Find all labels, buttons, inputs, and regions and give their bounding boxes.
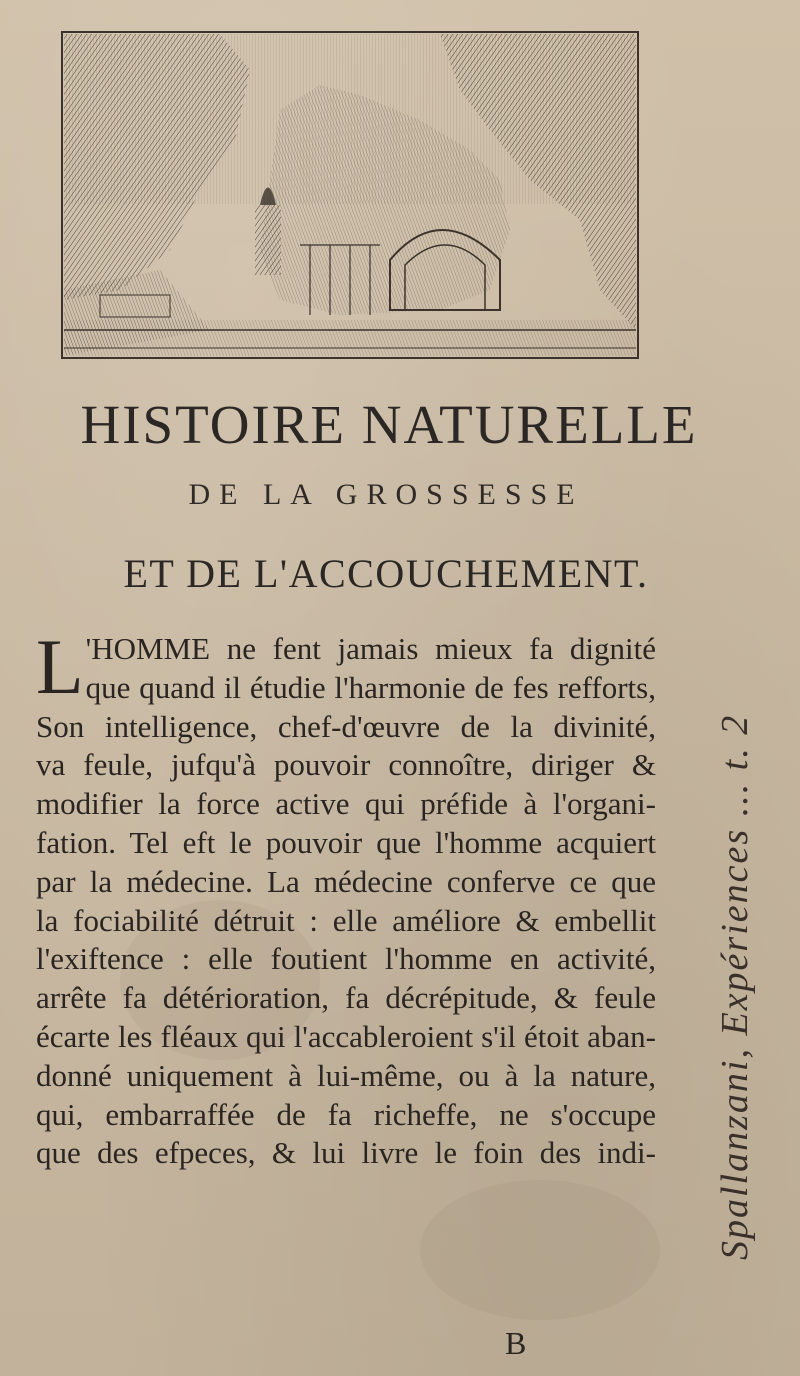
handwritten-margin-note (690, 300, 780, 1260)
margin-note-text: Spallanzani, Expériences ... t. 2 (714, 713, 756, 1260)
signature-mark: B (505, 1325, 527, 1361)
paper-stain (420, 1180, 660, 1320)
engraving-vignette (60, 30, 640, 360)
text-line: la fociabilité détruit : elle améliore & embellit (36, 902, 656, 938)
text-line: Son intelligence, chef-d'œuvre de la divinité, (36, 708, 656, 744)
text-line: va feule, jufqu'à pouvoir connoître, diriger & (36, 747, 656, 783)
book-subtitle-2: ET DE L'ACCOUCHEMENT. (123, 551, 649, 596)
text-line: modifier la force active qui préfide à l'organi- (36, 786, 656, 822)
book-subtitle: DE LA GROSSESSE (188, 478, 584, 511)
text-line: 'HOMME ne fent jamais mieux fa dignité (85, 631, 656, 666)
body-paragraph (36, 623, 656, 1173)
text-line: qui, embarraffée de fa richeffe, ne s'occupe (36, 1096, 656, 1132)
text-line: que quand il étudie l'harmonie de fes refforts, (85, 669, 656, 705)
drop-cap: L (36, 623, 84, 710)
text-line: fation. Tel eft le pouvoir que l'homme acquiert (36, 824, 656, 860)
text-line: l'exiftence : elle foutient l'homme en activité, (36, 941, 656, 977)
book-title: HISTOIRE NATURELLE (80, 394, 698, 455)
text-line: arrête fa détérioration, fa décrépitude, & feule (36, 980, 656, 1016)
text-line: écarte les fléaux qui l'accableroient s'il étoit aban- (36, 1018, 656, 1054)
text-line: donné uniquement à lui-même, ou à la nature, (36, 1057, 656, 1093)
text-line: par la médecine. La médecine conferve ce que (36, 863, 656, 899)
text-line: que des efpeces, & lui livre le foin des indi- (36, 1135, 656, 1171)
